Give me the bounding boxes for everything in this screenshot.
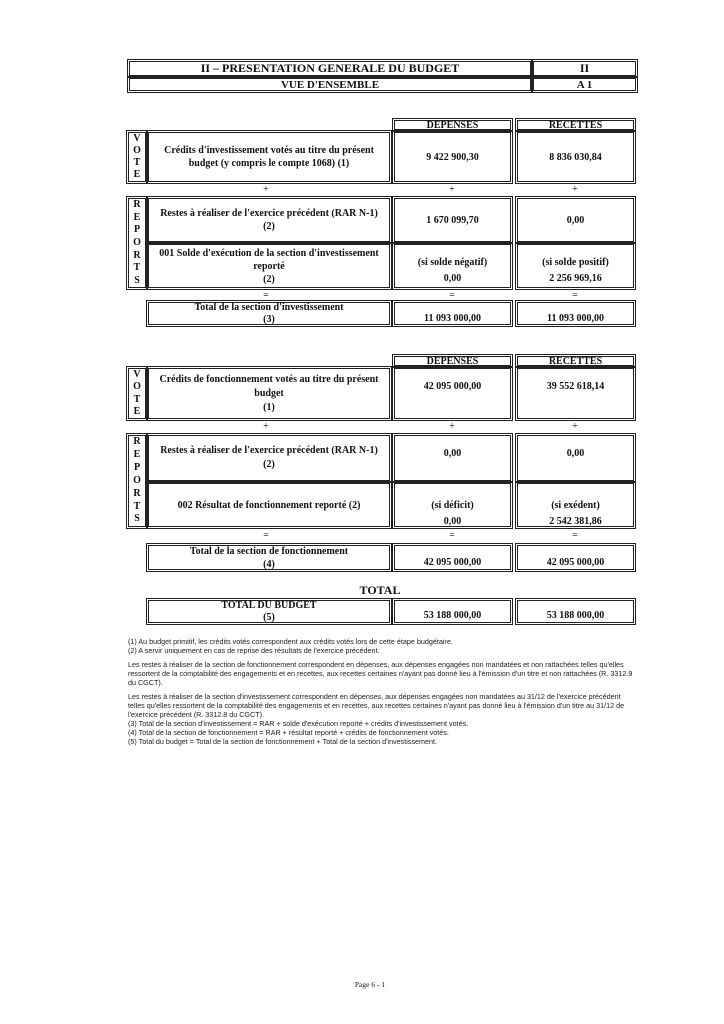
equals-sign: = bbox=[572, 290, 578, 301]
equals-sign: = bbox=[449, 290, 455, 301]
footnotes bbox=[128, 637, 634, 746]
inv-solde-recettes: (si solde positif) 2 256 969,16 bbox=[515, 242, 636, 290]
fonc-total-label: Total de la section de fonctionnement (4) bbox=[146, 543, 392, 572]
plus-sign: + bbox=[449, 421, 455, 432]
plus-sign: + bbox=[572, 184, 578, 195]
reports-side-label: R E P O R T S bbox=[126, 433, 148, 529]
col-header-recettes: RECETTES bbox=[515, 354, 636, 368]
inv-vote-depenses: 9 422 900,30 bbox=[392, 130, 513, 184]
inv-solde-label: 001 Solde d'exécution de la section d'investissement reporté (2) bbox=[146, 242, 392, 290]
col-header-recettes: RECETTES bbox=[515, 118, 636, 132]
plus-sign: + bbox=[449, 184, 455, 195]
inv-vote-recettes: 8 836 030,84 bbox=[515, 130, 636, 184]
footnote: (3) Total de la section d'investissement = RAR + solde d'exécution reporté + crédits d'investissement votés. bbox=[128, 719, 469, 728]
vote-side-label: V O T E bbox=[126, 130, 148, 184]
footnote: Les restes à réaliser de la section de fonctionnement correspondent en dépenses, aux dépenses engagées non mandatées et non rattachées telles qu'elles ressortent de la comptabilité des engagements et en recettes, aux recettes certaines n'ayant pas donné lieu à l'émission d'un titre et non rattachées (R. 3312.9 du CGCT). bbox=[128, 660, 633, 687]
plus-sign: + bbox=[263, 184, 269, 195]
fonc-rar-recettes: 0,00 bbox=[515, 433, 636, 483]
budget-total-depenses: 53 188 000,00 bbox=[392, 598, 513, 625]
fonc-resultat-label: 002 Résultat de fonctionnement reporté (2) bbox=[146, 481, 392, 529]
inv-total-depenses: 11 093 000,00 bbox=[392, 300, 513, 327]
footnote: (5) Total du budget = Total de la section de fonctionnement + Total de la section d'investissement. bbox=[128, 737, 438, 746]
inv-rar-recettes: 0,00 bbox=[515, 196, 636, 244]
equals-sign: = bbox=[449, 530, 455, 541]
page-number: Page 6 - 1 bbox=[354, 980, 386, 989]
footnote: (2) A servir uniquement en cas de reprise des résultats de l'exercice précédent. bbox=[128, 646, 380, 655]
inv-solde-depenses: (si solde négatif) 0,00 bbox=[392, 242, 513, 290]
total-heading: TOTAL bbox=[359, 583, 401, 597]
col-header-depenses: DEPENSES bbox=[392, 118, 513, 132]
inv-rar-label: Restes à réaliser de l'exercice précédent (RAR N-1) (2) bbox=[146, 196, 392, 244]
fonc-vote-recettes: 39 552 618,14 bbox=[515, 366, 636, 421]
fonc-vote-depenses: 42 095 000,00 bbox=[392, 366, 513, 421]
budget-total-label: TOTAL DU BUDGET (5) bbox=[146, 598, 392, 625]
page-subtitle: VUE D'ENSEMBLE bbox=[127, 76, 533, 93]
equals-sign: = bbox=[263, 530, 269, 541]
page-title: II – PRESENTATION GENERALE DU BUDGET bbox=[127, 59, 533, 78]
footnote: (1) Au budget primitif, les crédits votés correspondent aux crédits votés lors de cette étape budgétaire. bbox=[128, 637, 453, 646]
equals-sign: = bbox=[263, 290, 269, 301]
fonc-total-recettes: 42 095 000,00 bbox=[515, 543, 636, 572]
plus-sign: + bbox=[263, 421, 269, 432]
fonc-resultat-recettes: (si exédent) 2 542 381,86 bbox=[515, 481, 636, 529]
fonc-vote-label: Crédits de fonctionnement votés au titre du présent budget (1) bbox=[146, 366, 392, 421]
inv-total-recettes: 11 093 000,00 bbox=[515, 300, 636, 327]
inv-vote-label: Crédits d'investissement votés au titre du présent budget (y compris le compte 1068) (1) bbox=[146, 130, 392, 184]
fonc-total-depenses: 42 095 000,00 bbox=[392, 543, 513, 572]
section-subcode: A 1 bbox=[531, 76, 638, 93]
inv-rar-depenses: 1 670 099,70 bbox=[392, 196, 513, 244]
col-header-depenses: DEPENSES bbox=[392, 354, 513, 368]
fonc-rar-depenses: 0,00 bbox=[392, 433, 513, 483]
reports-side-label: R E P O R T S bbox=[126, 196, 148, 290]
vote-side-label: V O T E bbox=[126, 366, 148, 421]
fonc-resultat-depenses: (si déficit) 0,00 bbox=[392, 481, 513, 529]
equals-sign: = bbox=[572, 530, 578, 541]
fonc-rar-label: Restes à réaliser de l'exercice précédent (RAR N-1) (2) bbox=[146, 433, 392, 483]
footnote: (4) Total de la section de fonctionnement = RAR + résultat reporté + crédits de fonctionnement votés. bbox=[128, 728, 449, 737]
inv-total-label: Total de la section d'investissement (3) bbox=[146, 300, 392, 327]
budget-total-recettes: 53 188 000,00 bbox=[515, 598, 636, 625]
plus-sign: + bbox=[572, 421, 578, 432]
footnote: Les restes à réaliser de la section d'investissement correspondent en dépenses, aux dépenses engagées non mandatées au 31/12 de l'exercice précédent telles qu'elles ressortent de la comptabilité des engagements et en recettes, aux recettes certaines n'ayant pas donné lieu à l'émission d'un titre au 31/12 de l'exercice précédent (R. 3312.8 du CGCT). bbox=[128, 692, 625, 719]
section-code: II bbox=[531, 59, 638, 78]
